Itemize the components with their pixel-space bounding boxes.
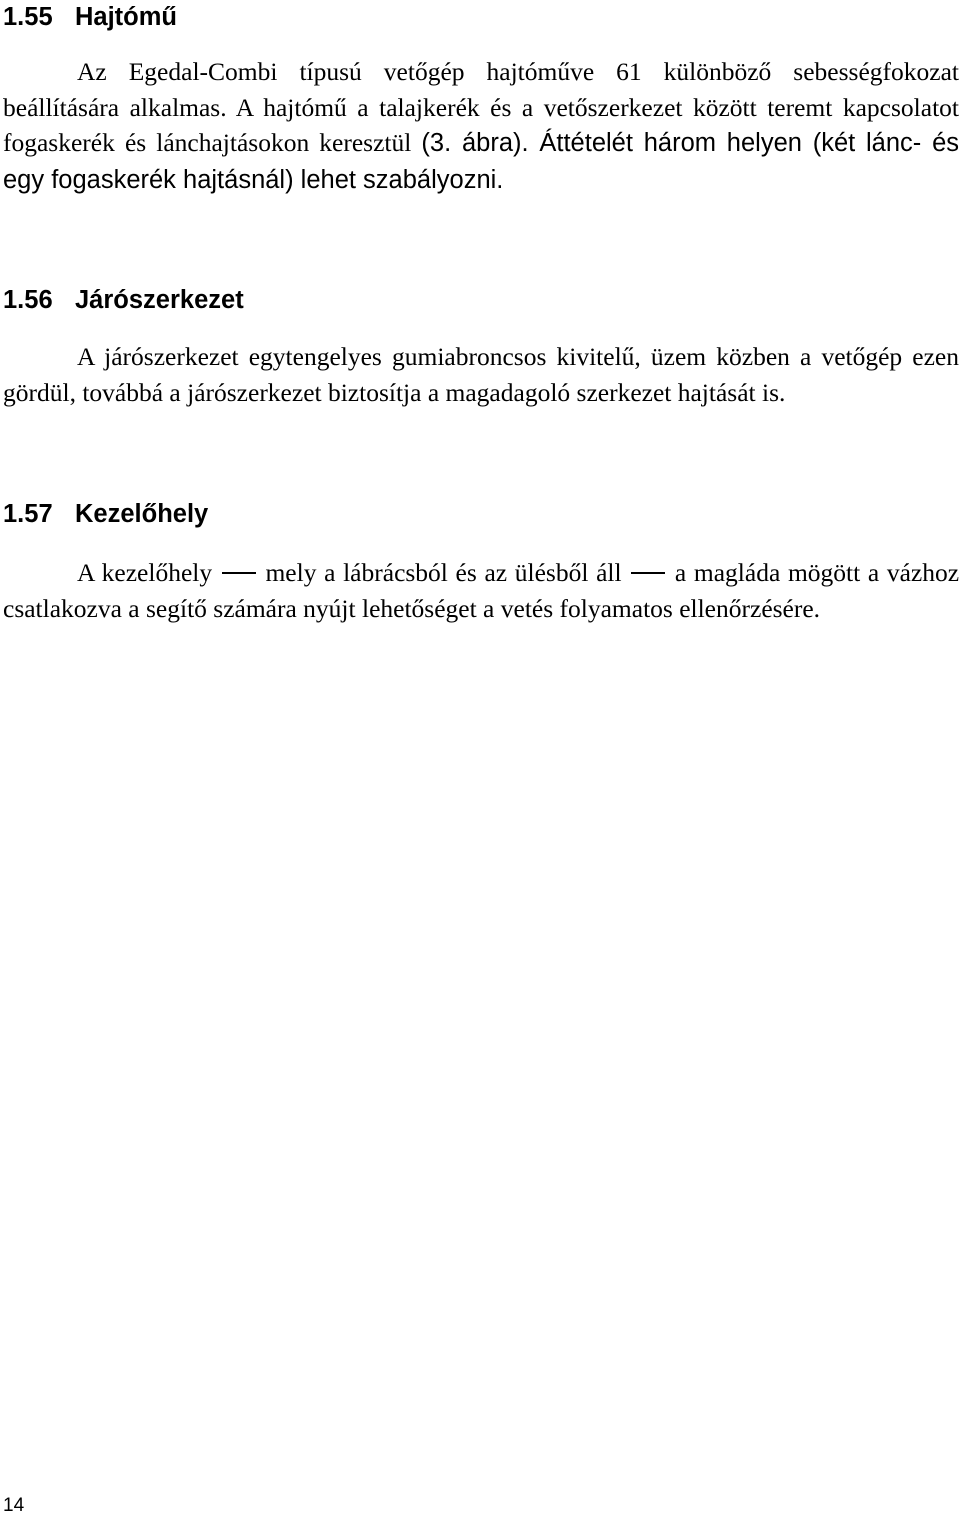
paragraph-text-2: (3. ábra). Áttételét három helyen (két lánc- és egy fogaskerék hajtásnál) lehet szabályozni.	[3, 129, 960, 194]
section-joszerkezet	[3, 283, 959, 410]
section-number: 1.55	[3, 3, 53, 31]
section-title: Kezelőhely	[75, 500, 209, 528]
paragraph-text-2: mely a lábrácsból és az ülésből áll	[265, 558, 622, 587]
section-title: Járószerkezet	[75, 286, 244, 314]
section-number: 1.56	[3, 286, 53, 314]
section-paragraph	[3, 54, 959, 198]
section-kezelohely	[3, 497, 959, 626]
em-dash	[222, 572, 256, 574]
em-dash	[631, 572, 665, 574]
section-heading	[3, 497, 959, 531]
paragraph-text-3: a magláda mögött a vázhoz csatlakozva a segítő számára nyújt lehetőséget a vetés folyamatos ellenőrzésére.	[3, 558, 960, 623]
section-heading	[3, 283, 959, 317]
paragraph-text-1: A kezelőhely	[77, 558, 213, 587]
section-number: 1.57	[3, 500, 53, 528]
section-hajtomu	[3, 0, 959, 198]
section-paragraph: A járószerkezet egytengelyes gumiabroncsos kivitelű, üzem közben a vetőgép ezen gördül, továbbá a járószerkezet biztosítja a magadagoló szerkezet hajtását is.	[3, 342, 959, 407]
paragraph-text-1: Az Egedal-Combi típusú vetőgép hajtóműve 61 különböző sebességfokozat beállítására alkalmas. A hajtómű a talajkerék és a vetőszerkezet között teremt kapcsolatot fogaskerék és lánchajtásokon keresztül	[3, 57, 959, 157]
page-number: 14	[3, 1495, 25, 1516]
section-heading	[3, 0, 959, 34]
section-title: Hajtómű	[75, 3, 177, 31]
section-paragraph	[3, 555, 959, 626]
